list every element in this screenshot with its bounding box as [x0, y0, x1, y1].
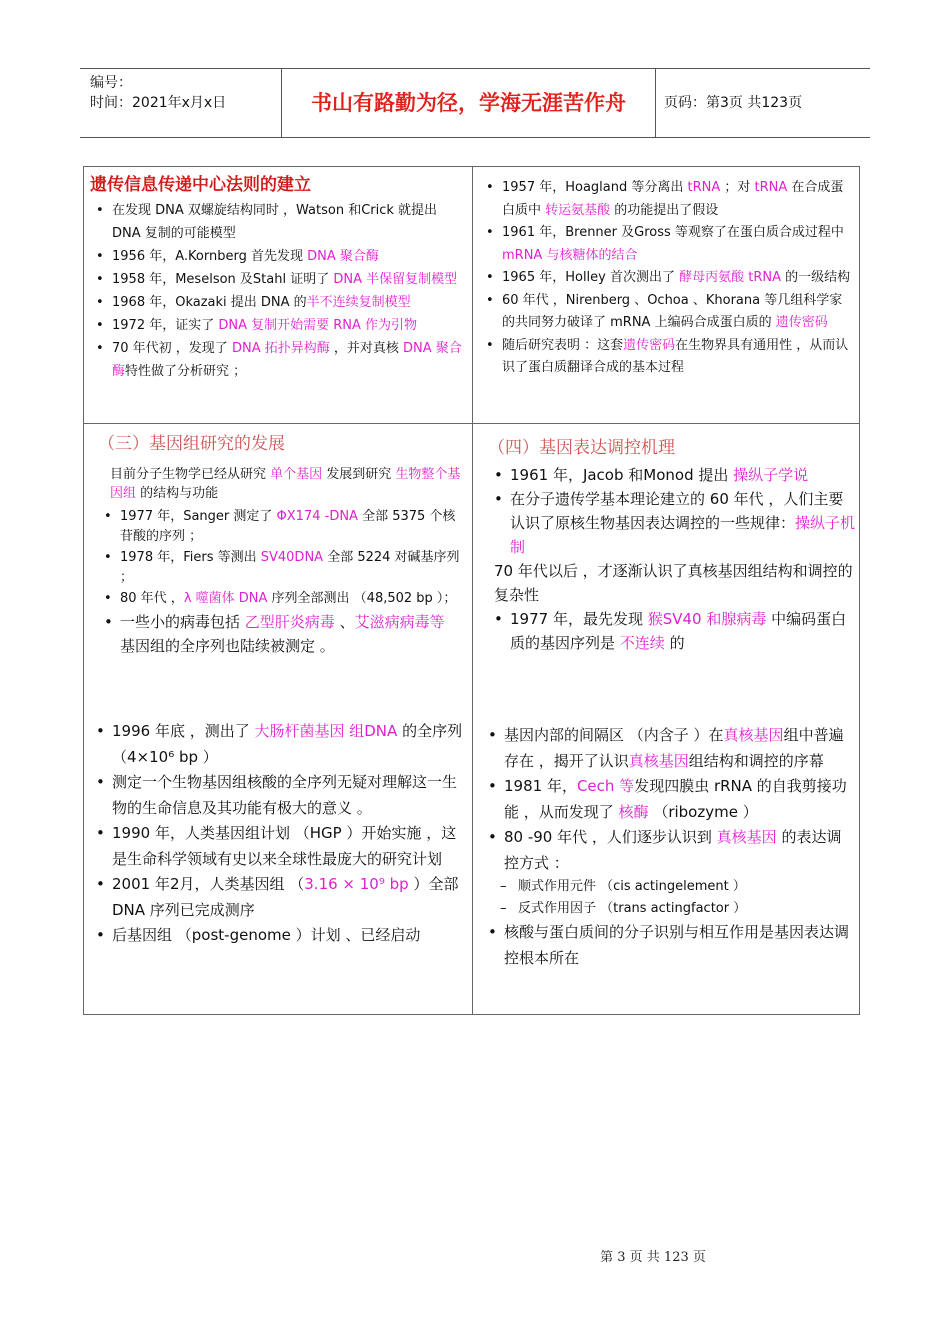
- list-item: • 基因内部的间隔区 （内含子 ）在真核基因组中普遍存在 ，揭开了认识真核基因组结构和调控的序幕: [482, 723, 854, 774]
- highlight-term: 不连续: [619, 634, 665, 652]
- highlight-term: DNA 拓扑异构酶: [231, 341, 330, 356]
- list-item: • 2001 年2月，人类基因组 （3.16 × 10⁹ bp ）全部 DNA 序列已完成测序: [90, 872, 468, 923]
- list-item: • 1957 年，Hoagland 等分离出 tRNA ；对 tRNA 在合成蛋白质中 转运氨基酸 的功能提出了假设: [480, 177, 854, 222]
- list-item: • 1977 年，Sanger 测定了 ΦX174 -DNA 全部 5375 个核苷酸的序列 ；: [98, 507, 464, 547]
- highlight-term: 遗传密码: [775, 315, 828, 330]
- highlight-term: 真核基因: [716, 828, 777, 846]
- highlight-term: 半不连续复制模型: [306, 295, 411, 310]
- number-label: 编号：: [90, 75, 132, 91]
- section-eukaryotic-regulation: [482, 723, 854, 971]
- highlight-term: SV40DNA: [260, 550, 324, 565]
- highlight-term: 真核基因: [628, 751, 689, 770]
- list-item: • 随后研究表明 ：这套遗传密码在生物界具有通用性 ，从而认识了蛋白质翻译合成的基本过程: [480, 335, 854, 380]
- highlight-term: λ 噬菌体 DNA: [183, 591, 268, 606]
- highlight-term: 操纵子机制: [510, 514, 856, 556]
- highlight-term: 单个基因: [270, 467, 323, 482]
- list-item: • 1990 年，人类基因组计划 （HGP ）开始实施 ，这是生命科学领域有史以来全球性最庞大的研究计划: [90, 821, 468, 872]
- list-item: • 后基因组 （post-genome ）计划 、已经启动: [90, 923, 468, 949]
- highlight-term: DNA 聚合酶: [112, 341, 462, 379]
- bullet-list: [488, 463, 858, 655]
- bullet-list: [98, 507, 464, 658]
- row-divider: [84, 423, 859, 424]
- highlight-term: 艾滋病病毒等: [354, 613, 445, 631]
- bullet-list: [90, 199, 466, 383]
- section-title: （四）基因表达调控机理: [488, 438, 675, 458]
- column-divider: [472, 167, 473, 1014]
- section-intro: 目前分子生物学已经从研究 单个基因 发展到研究 生物整个基因组 的结构与功能: [110, 467, 461, 501]
- section-genome-research: [98, 429, 464, 659]
- highlight-term: Cech 等: [576, 777, 635, 795]
- list-item: • 60 年代 ，Nirenberg 、Ochoa 、Khorana 等几组科学家的共同努力破译了 mRNA 上编码合成蛋白质的 遗传密码: [480, 290, 854, 335]
- highlight-term: ΦX174 -DNA: [276, 509, 358, 524]
- section-title: 遗传信息传递中心法则的建立: [90, 175, 311, 195]
- highlight-term: DNA 聚合酶: [307, 249, 379, 264]
- highlight-term: 猴SV40 和腺病毒: [647, 610, 767, 628]
- bullet-list: [482, 723, 854, 971]
- list-item: • 70 年代初 ，发现了 DNA 拓扑异构酶 ，并对真核 DNA 聚合酶特性做了分析研究 ；: [90, 337, 466, 383]
- highlight-term: 遗传密码: [623, 337, 676, 353]
- list-item: • 80 -90 年代 ，人们逐步认识到 真核基因 的表达调控方式 ：: [482, 825, 854, 876]
- list-item: – 反式作用因子 （trans actingfactor ）: [482, 898, 854, 920]
- section-translation: [480, 177, 854, 380]
- section-gene-regulation: [488, 433, 858, 655]
- bullet-list: [480, 177, 854, 380]
- list-item: • 1961 年，Jacob 和Monod 提出 操纵子学说: [488, 463, 858, 487]
- highlight-term: DNA 复制开始需要 RNA 作为引物: [218, 318, 418, 333]
- motto: 书山有路勤为径，学海无涯苦作舟: [282, 69, 656, 137]
- list-item: – 顺式作用元件 （cis actingelement ）: [482, 876, 854, 898]
- highlight-term: 转运氨基酸: [545, 202, 611, 218]
- highlight-term: 乙型肝炎病毒: [244, 613, 335, 631]
- list-item: • 1978 年，Fiers 等测出 SV40DNA 全部 5224 对碱基序列 ；: [98, 548, 464, 588]
- list-item: • 在发现 DNA 双螺旋结构同时 ，Watson 和Crick 就提出 DNA 复制的可能模型: [90, 199, 466, 245]
- list-item: • 在分子遗传学基本理论建立的 60 年代 ，人们主要认识了原核生物基因表达调控的一些规律：操纵子机制: [488, 487, 858, 559]
- page-header: [80, 68, 870, 138]
- list-item: • 1977 年，最先发现 猴SV40 和腺病毒 中编码蛋白质的基因序列是 不连续 的: [488, 607, 858, 655]
- header-info-cell: [80, 69, 282, 137]
- page-label: 页码：第3页 共123页: [664, 95, 803, 111]
- content-grid: [83, 166, 860, 1015]
- highlight-term: tRNA: [754, 180, 788, 195]
- list-item: • 1965 年，Holley 首次测出了 酵母丙氨酸 tRNA 的一级结构: [480, 267, 854, 290]
- highlight-term: tRNA: [687, 180, 721, 195]
- list-item: • 1961 年，Brenner 及Gross 等观察了在蛋白质合成过程中 mRNA 与核糖体的结合: [480, 222, 854, 267]
- highlight-term: 酵母丙氨酸 tRNA: [679, 270, 782, 285]
- list-item: • 核酸与蛋白质间的分子识别与相互作用是基因表达调控根本所在: [482, 920, 854, 971]
- section-title: （三）基因组研究的发展: [98, 434, 285, 454]
- highlight-term: DNA 半保留复制模型: [333, 272, 458, 287]
- highlight-term: 核酶: [618, 802, 649, 821]
- highlight-term: 生物整个基因组: [110, 467, 461, 501]
- highlight-term: 3.16 × 10⁹ bp: [304, 875, 409, 893]
- list-item: • 1968 年，Okazaki 提出 DNA 的半不连续复制模型: [90, 291, 466, 314]
- list-item: • 1958 年，Meselson 及Stahl 证明了 DNA 半保留复制模型: [90, 268, 466, 291]
- section-genome-projects: [90, 719, 468, 949]
- section-central-dogma: [90, 171, 466, 383]
- highlight-term: 真核基因: [723, 726, 784, 744]
- date-label: 时间：2021年x月x日: [90, 95, 227, 111]
- list-item: 70 年代以后 ，才逐渐认识了真核基因组结构和调控的复杂性: [494, 562, 853, 604]
- list-item: • 80 年代 ，λ 噬菌体 DNA 序列全部测出 （48,502 bp ）；: [98, 589, 464, 609]
- list-item: • 测定一个生物基因组核酸的全序列无疑对理解这一生物的生命信息及其功能有极大的意义 。: [90, 770, 468, 821]
- list-item: • 一些小的病毒包括 乙型肝炎病毒 、艾滋病病毒等 基因组的全序列也陆续被测定 。: [98, 610, 464, 658]
- page-footer: 第 3 页 共 123 页: [600, 1250, 706, 1265]
- list-item: • 1981 年，Cech 等发现四膜虫 rRNA 的自我剪接功能 ，从而发现了 核酶 （ribozyme ）: [482, 774, 854, 825]
- list-item: • 1996 年底 ，测出了 大肠杆菌基因 组DNA 的全序列（4×10⁶ bp ）: [90, 719, 468, 770]
- bullet-list: [90, 719, 468, 949]
- highlight-term: 操纵子学说: [733, 466, 809, 484]
- highlight-term: 大肠杆菌基因 组DNA: [254, 722, 398, 740]
- highlight-term: mRNA 与核糖体的结合: [502, 247, 638, 263]
- list-item: • 1972 年，证实了 DNA 复制开始需要 RNA 作为引物: [90, 314, 466, 337]
- list-item: • 1956 年，A.Kornberg 首先发现 DNA 聚合酶: [90, 245, 466, 268]
